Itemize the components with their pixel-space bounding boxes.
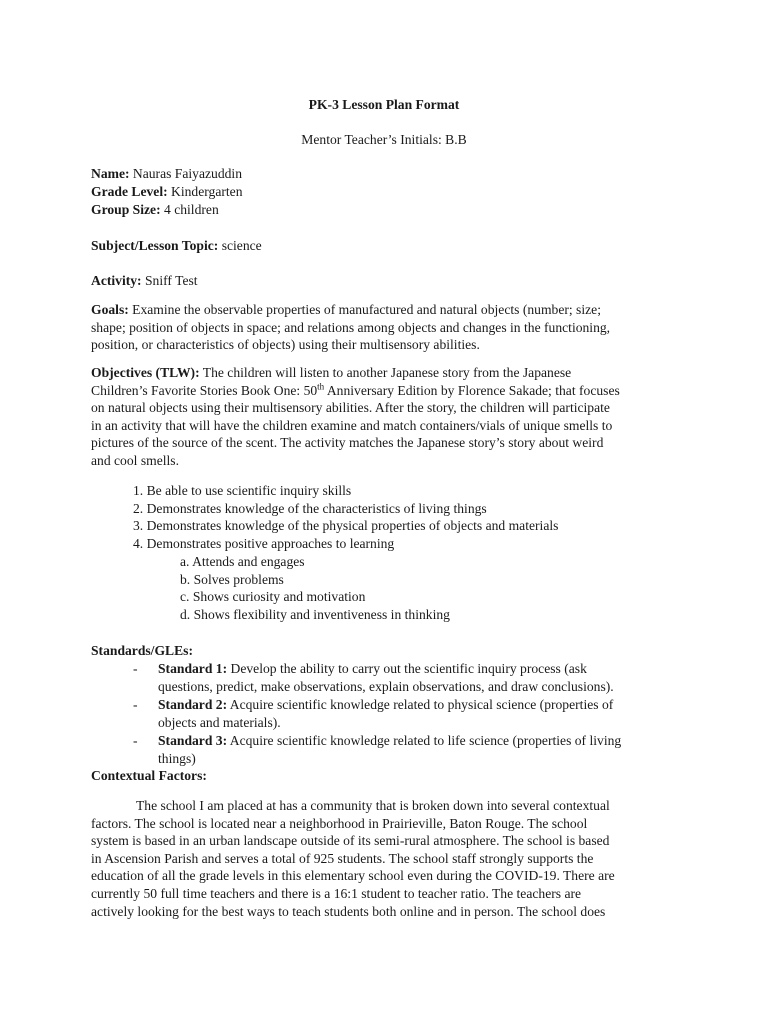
standard-1-text: questions, predict, make observations, explain observations, and draw conclusions). xyxy=(158,678,614,694)
activity-line xyxy=(91,272,673,290)
list-item: 3. Demonstrates knowledge of the physical properties of objects and materials xyxy=(133,518,559,534)
contextual-heading-text: Contextual Factors: xyxy=(91,768,207,783)
sublist-item: a. Attends and engages xyxy=(180,554,305,569)
objectives-text: in an activity that will have the children examine and match containers/vials of unique smells to xyxy=(91,417,613,433)
standard-1-bullet: - xyxy=(133,661,138,676)
objectives-sublist xyxy=(180,553,762,623)
subject-label: Subject/Lesson Topic: xyxy=(91,238,219,253)
objectives-text: on natural objects using their multisensory abilities. After the story, the children will participate xyxy=(91,400,610,416)
standard-3-text: things) xyxy=(158,750,196,766)
standard-1-text: Develop the ability to carry out the scientific inquiry process (ask xyxy=(227,661,587,676)
group-value: 4 children xyxy=(160,202,219,217)
objectives-text: The children will listen to another Japanese story from the Japanese xyxy=(199,365,572,380)
name-label: Name: xyxy=(91,166,130,181)
objectives-text: pictures of the source of the scent. The activity matches the Japanese story’s story about weird xyxy=(91,435,604,451)
contextual-heading xyxy=(91,767,673,785)
standard-2-bullet: - xyxy=(133,697,138,712)
goals-label: Goals: xyxy=(91,302,129,317)
objectives-text: and cool smells. xyxy=(91,452,179,468)
grade-value: Kindergarten xyxy=(167,184,243,199)
standard-2-label: Standard 2: xyxy=(158,697,228,712)
contextual-line: factors. The school is located near a neighborhood in Prairieville, Baton Rouge. The school xyxy=(91,815,588,831)
grade-line xyxy=(91,183,673,201)
contextual-line: system is based in an urban landscape outside of its semi-rural atmosphere. The school is based xyxy=(91,833,610,849)
superscript-th: th xyxy=(317,381,325,392)
activity-value: Sniff Test xyxy=(141,273,198,288)
group-label: Group Size: xyxy=(91,202,161,217)
standard-2-text: objects and materials). xyxy=(158,714,281,730)
name-value: Nauras Faiyazuddin xyxy=(129,166,242,181)
subject-line xyxy=(91,237,673,255)
objectives-text: Children’s Favorite Stories Book One: 50 xyxy=(91,382,318,398)
standard-3-label: Standard 3: xyxy=(158,733,228,748)
objectives-list xyxy=(133,482,715,552)
standard-1 xyxy=(158,660,740,695)
group-line xyxy=(91,201,673,219)
contextual-paragraph xyxy=(91,797,673,920)
grade-label: Grade Level: xyxy=(91,184,168,199)
standard-3-text: Acquire scientific knowledge related to life science (properties of living xyxy=(227,733,622,748)
document-title: PK-3 Lesson Plan Format xyxy=(308,97,460,112)
list-item: 4. Demonstrates positive approaches to learning xyxy=(133,535,395,551)
subject-value: science xyxy=(218,238,262,253)
name-line xyxy=(91,165,673,183)
sublist-item: c. Shows curiosity and motivation xyxy=(180,589,366,605)
standards-heading-text: Standards/GLEs: xyxy=(91,643,193,658)
objectives-text: Anniversary Edition by Florence Sakade; that focuses xyxy=(324,382,620,398)
objectives-label: Objectives (TLW): xyxy=(91,365,200,380)
contextual-line: education of all the grade levels in this elementary school even during the COVID-19. There are xyxy=(91,868,615,884)
goals-text: Examine the observable properties of manufactured and natural objects (number; size; xyxy=(128,302,601,317)
standard-1-label: Standard 1: xyxy=(158,661,228,676)
objectives-paragraph xyxy=(91,364,673,470)
goals-text: position, or characteristics of objects) using their multisensory abilities. xyxy=(91,337,480,353)
contextual-line: actively looking for the best ways to teach students both online and in person. The school does xyxy=(91,903,606,919)
sublist-item: d. Shows flexibility and inventiveness in thinking xyxy=(180,606,450,622)
contextual-line: in Ascension Parish and serves a total of 925 students. The school staff strongly supports the xyxy=(91,850,594,866)
standard-2-text: Acquire scientific knowledge related to physical science (properties of xyxy=(227,697,614,712)
standard-2 xyxy=(158,696,740,731)
goals-paragraph xyxy=(91,301,673,354)
contextual-line: The school I am placed at has a community that is broken down into several contextual xyxy=(136,798,610,813)
contextual-line: currently 50 full time teachers and there is a 16:1 student to teacher ratio. The teachers are xyxy=(91,885,582,901)
list-item: 2. Demonstrates knowledge of the characteristics of living things xyxy=(133,500,487,516)
standard-3 xyxy=(158,732,740,767)
mentor-initials: Mentor Teacher’s Initials: B.B xyxy=(301,132,467,147)
standards-heading xyxy=(91,642,673,660)
goals-text: shape; position of objects in space; and relations among objects and changes in the functioning, xyxy=(91,319,611,335)
standard-3-bullet: - xyxy=(133,733,138,748)
activity-label: Activity: xyxy=(91,273,142,288)
sublist-item: b. Solves problems xyxy=(180,571,284,587)
list-item: 1. Be able to use scientific inquiry skills xyxy=(133,483,352,498)
